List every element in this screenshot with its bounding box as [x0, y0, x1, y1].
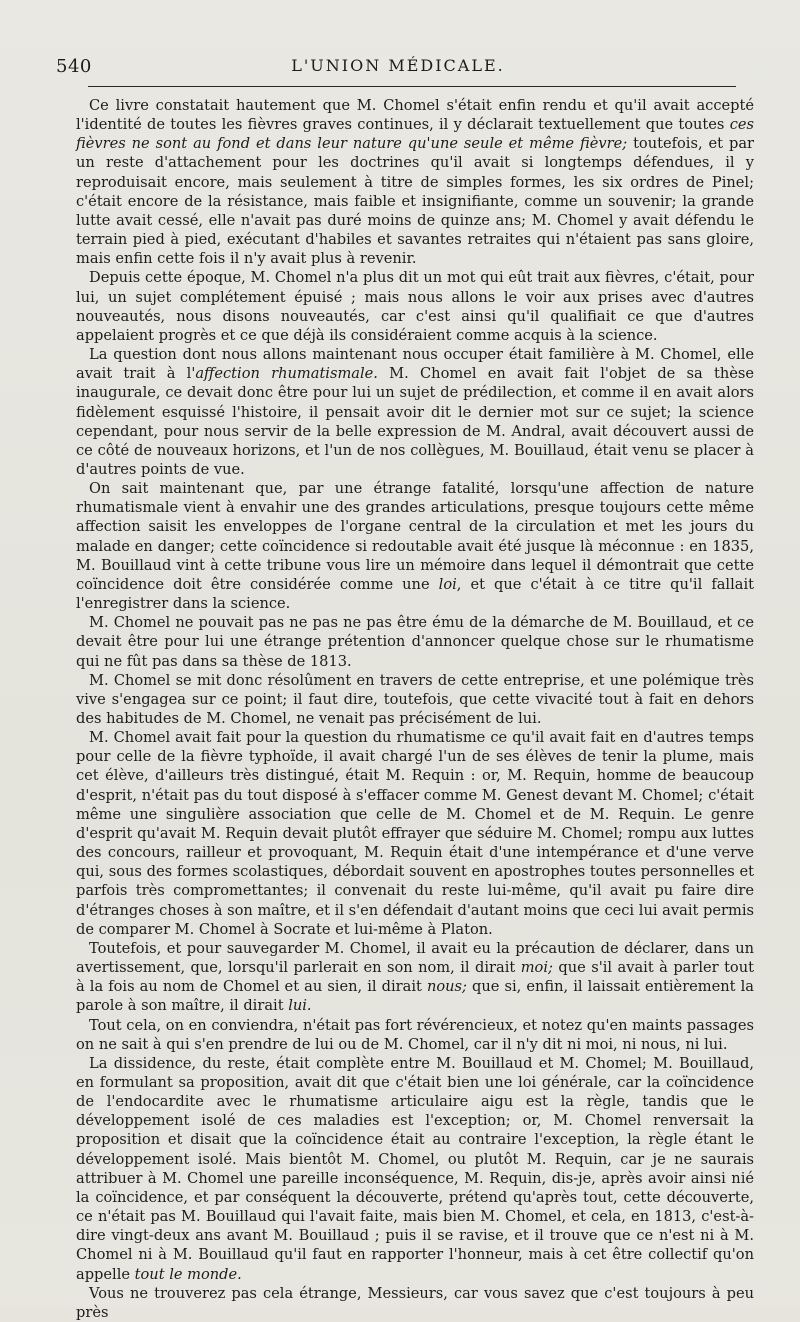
page-number: 540	[56, 56, 92, 77]
paragraph: La question dont nous allons maintenant nous occuper était familière à M. Chomel, elle avait trait à l'affection rhumatismale. M. Chomel en avait fait l'objet de sa thèse inaugurale, ce devait donc être pour lui un sujet de prédilection, et comme il en avait alors fidèlement esquissé l'histoire, il pensait avoir dit le dernier mot sur ce sujet; la science cependant, pour nous servir de la belle expression de M. Andral, avait découvert aussi de ce côté de nouveaux horizons, et l'un de nos collègues, M. Bouillaud, était venu se placer à d'autres points de vue.	[76, 346, 754, 478]
paragraph: Tout cela, on en conviendra, n'était pas fort révérencieux, et notez qu'en maints passages on ne sait à qui s'en prendre de lui ou de M. Chomel, car il n'y dit ni moi, ni nous, ni lui.	[76, 1016, 754, 1053]
paragraph: Vous ne trouverez pas cela étrange, Messieurs, car vous savez que c'est toujours à peu près	[76, 1284, 754, 1321]
paragraph: On sait maintenant que, par une étrange fatalité, lorsqu'une affection de nature rhumatismale vient à envahir une des grandes articulations, presque toujours cette même affection saisit les enveloppes de l'organe central de la circulation et met les jours du malade en danger; cette coïncidence si redoutable avait été jusque là méconnue : en 1835, M. Bouillaud vint à cette tribune vous lire un mémoire dans lequel il démontrait que cette coïncidence doit être considérée comme une loi, et que c'était à ce titre qu'il fallait l'enregistrer dans la science.	[76, 480, 754, 613]
running-header	[56, 52, 740, 82]
journal-title: L'UNION MÉDICALE.	[291, 56, 505, 75]
paragraph: M. Chomel avait fait pour la question du rhumatisme ce qu'il avait fait en d'autres temps pour celle de la fièvre typhoïde, il avait chargé l'un de ses élèves de tenir la plume, mais cet élève, d'ailleurs très distingué, était M. Requin : or, M. Requin, homme de beaucoup d'esprit, n'était pas du tout disposé à s'effacer comme M. Genest devant M. Chomel; c'était même une singulière association que celle de M. Chomel et de M. Requin. Le genre d'esprit qu'avait M. Requin devait plutôt effrayer que séduire M. Chomel; rompu aux luttes des concours, railleur et provoquant, M. Requin était d'une intempérance et d'une verve qui, sous des formes scolastiques, débordait souvent en apostrophes toutes personnelles et parfois très compromettantes; il convenait du reste lui-même, qu'il avait pu faire dire d'étranges choses à son maître, et il s'en défendait d'autant moins que ceci lui avait permis de comparer M. Chomel à Socrate et lui-même à Platon.	[76, 729, 754, 938]
paragraph: M. Chomel se mit donc résolûment en travers de cette entreprise, et une polémique très vive s'engagea sur ce point; il faut dire, toutefois, que cette vivacité tout à fait en dehors des habitudes de M. Chomel, ne venait pas précisément de lui.	[76, 671, 754, 727]
paragraph: Depuis cette époque, M. Chomel n'a plus dit un mot qui eût trait aux fièvres, c'était, pour lui, un sujet complétement épuisé ; mais nous allons le voir aux prises avec d'autres nouveautés, nous disons nouveautés, car c'est ainsi qu'il qualifiait ce que d'autres appelaient progrès et ce que déjà ils considéraient comme acquis à la science.	[76, 269, 754, 344]
header-rule	[88, 86, 736, 87]
paragraph: Toutefois, et pour sauvegarder M. Chomel, il avait eu la précaution de déclarer, dans un avertissement, que, lorsqu'il parlerait en son nom, il dirait moi; que s'il avait à parler tout à la fois au nom de Chomel et au sien, il dirait nous; que si, enfin, il laissait entièrement la parole à son maître, il dirait lui.	[76, 939, 754, 1015]
paragraph: Ce livre constatait hautement que M. Chomel s'était enfin rendu et qu'il avait accepté l'identité de toutes les fièvres graves continues, il y déclarait textuellement que toutes ces fièvres ne sont au fond et dans leur nature qu'une seule et même fièvre; toutefois, et par un reste d'attachement pour les doctrines qu'il avait si longtemps défendues, il y reproduisait encore, mais seulement à titre de simples formes, les six ordres de Pinel; c'était encore de la résistance, mais faible et insignifiante, comme un souvenir; la grande lutte avait cessé, elle n'avait pas duré moins de quinze ans; M. Chomel y avait défendu le terrain pied à pied, exécutant d'habiles et savantes retraites qui n'étaient pas sans gloire, mais enfin cette fois il n'y avait plus à revenir.	[76, 97, 754, 268]
paragraph: La dissidence, du reste, était complète entre M. Bouillaud et M. Chomel; M. Bouillaud, en formulant sa proposition, avait dit que c'était bien une loi générale, car la coïncidence de l'endocardite avec le rhumatisme articulaire aigu est la règle, tandis que le développement isolé de ces maladies est l'exception; or, M. Chomel renversait la proposition et disait que la coïncidence était au contraire l'exception, la règle étant le développement isolé. Mais bientôt M. Chomel, ou plutôt M. Requin, car je ne saurais attribuer à M. Chomel une pareille inconséquence, M. Requin, dis-je, après avoir ainsi nié la coïncidence, et par conséquent la découverte, prétend qu'après tout, cette découverte, ce n'était pas M. Bouillaud qui l'avait faite, mais bien M. Chomel, et cela, en 1813, c'est-à-dire vingt-deux ans avant M. Bouillaud ; puis il se ravise, et il trouve que ce n'est ni à M. Chomel ni à M. Bouillaud qu'il faut en rapporter l'honneur, mais à cet être collectif qu'on appelle tout le monde.	[76, 1054, 754, 1283]
article-body	[76, 96, 754, 1322]
paragraph: M. Chomel ne pouvait pas ne pas ne pas être ému de la démarche de M. Bouillaud, et ce devait être pour lui une étrange prétention d'annoncer quelque chose sur le rhumatisme qui ne fût pas dans sa thèse de 1813.	[76, 614, 754, 670]
